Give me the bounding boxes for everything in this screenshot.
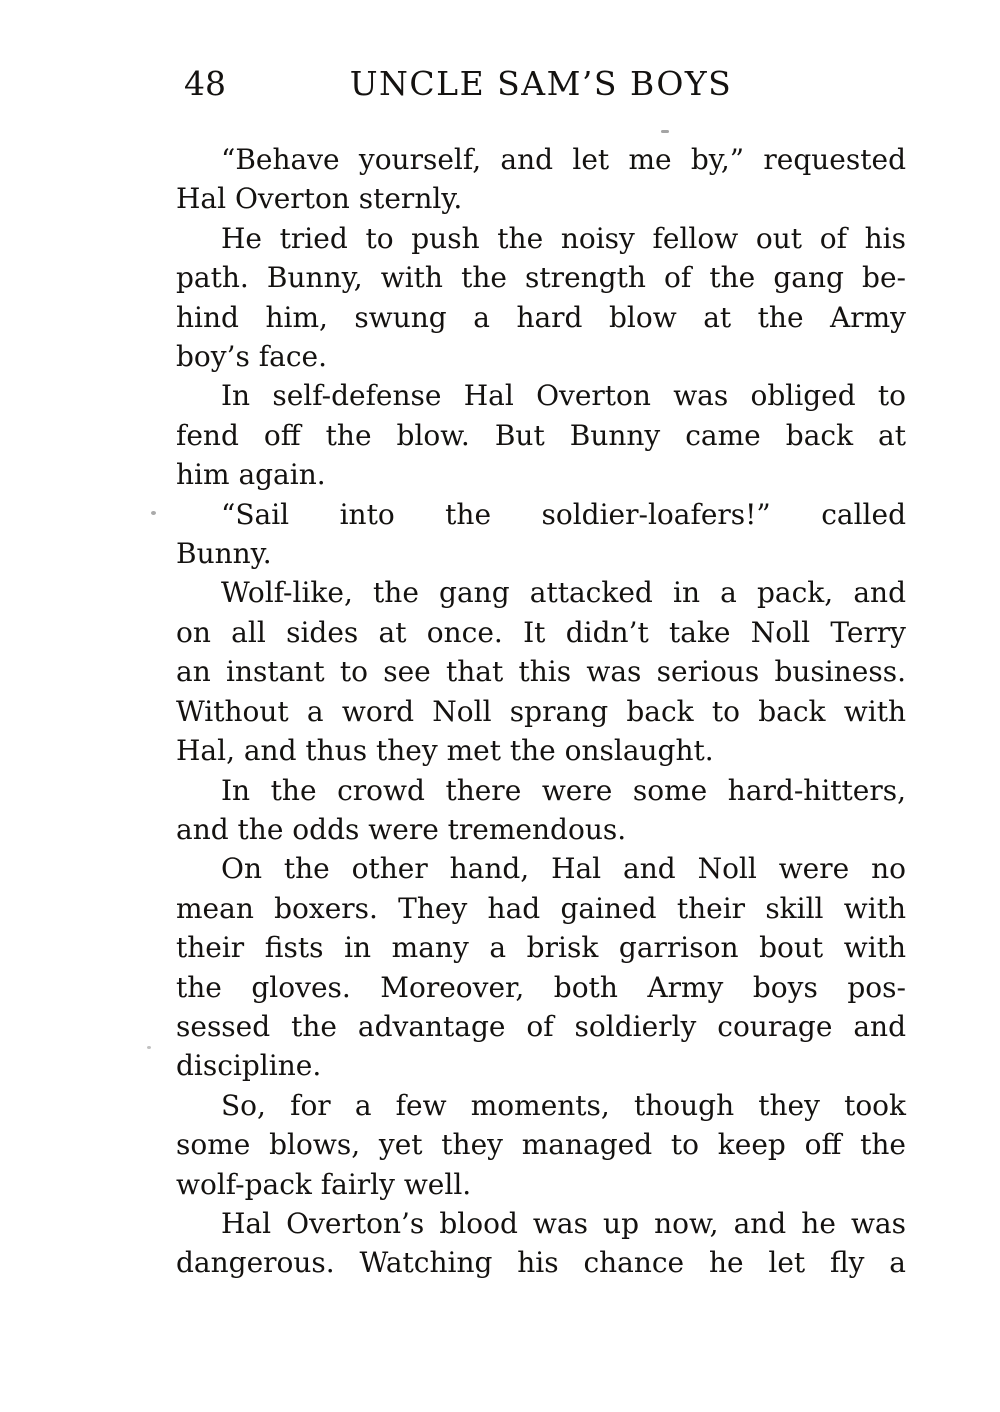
paragraph (176, 495, 906, 574)
text-line: “Sail into the soldier-loafers!” called (221, 497, 906, 531)
text-line: Hal, and thus they met the onslaught. (176, 734, 714, 768)
paragraph (176, 140, 906, 219)
paragraph (176, 771, 906, 850)
text-line: on all sides at once. It didn’t take Noll Terry (176, 615, 906, 649)
text-line: Hal Overton sternly. (176, 182, 463, 216)
paragraph (176, 1204, 906, 1283)
text-line: and the odds were tremendous. (176, 812, 627, 846)
text-line: wolf-pack fairly well. (176, 1167, 472, 1201)
text-line: discipline. (176, 1049, 322, 1083)
text-line: So, for a few moments, though they took (221, 1088, 906, 1122)
text-line: boy’s face. (176, 340, 327, 374)
scan-speck (661, 130, 669, 133)
text-line: mean boxers. They had gained their skill with (176, 891, 906, 925)
text-line: path. Bunny, with the strength of the gang be- (176, 261, 906, 295)
body-text (176, 140, 906, 1283)
text-line: an instant to see that this was serious business. (176, 655, 906, 689)
text-line: hind him, swung a hard blow at the Army (176, 300, 906, 334)
page-number: 48 (184, 64, 226, 103)
text-line: On the other hand, Hal and Noll were no (221, 852, 906, 886)
scan-speck (147, 1046, 151, 1049)
text-line: Bunny. (176, 537, 272, 571)
text-line: In self-defense Hal Overton was obliged to (221, 379, 906, 413)
text-line: fend off the blow. But Bunny came back at (176, 418, 906, 452)
text-line: dangerous. Watching his chance he let fly a (176, 1246, 906, 1280)
paragraph (176, 1086, 906, 1204)
text-line: Without a word Noll sprang back to back with (176, 694, 906, 728)
text-line: In the crowd there were some hard-hitters, (221, 773, 906, 807)
text-line: the gloves. Moreover, both Army boys pos- (176, 970, 906, 1004)
text-line: some blows, yet they managed to keep off the (176, 1128, 906, 1162)
paragraph (176, 376, 906, 494)
paragraph (176, 849, 906, 1085)
text-line: him again. (176, 458, 326, 492)
text-line: “Behave yourself, and let me by,” requested (221, 143, 906, 176)
text-line: Hal Overton’s blood was up now, and he was (221, 1206, 906, 1240)
text-line: He tried to push the noisy fellow out of his (221, 221, 906, 255)
running-title: UNCLE SAM’S BOYS (349, 64, 733, 103)
scan-speck (151, 511, 156, 515)
text-line: Wolf-like, the gang attacked in a pack, and (221, 576, 906, 610)
paragraph (176, 573, 906, 770)
text-line: sessed the advantage of soldierly courage and (176, 1009, 906, 1043)
page-header (176, 64, 906, 110)
paragraph (176, 219, 906, 377)
text-line: their fists in many a brisk garrison bout with (176, 931, 906, 965)
